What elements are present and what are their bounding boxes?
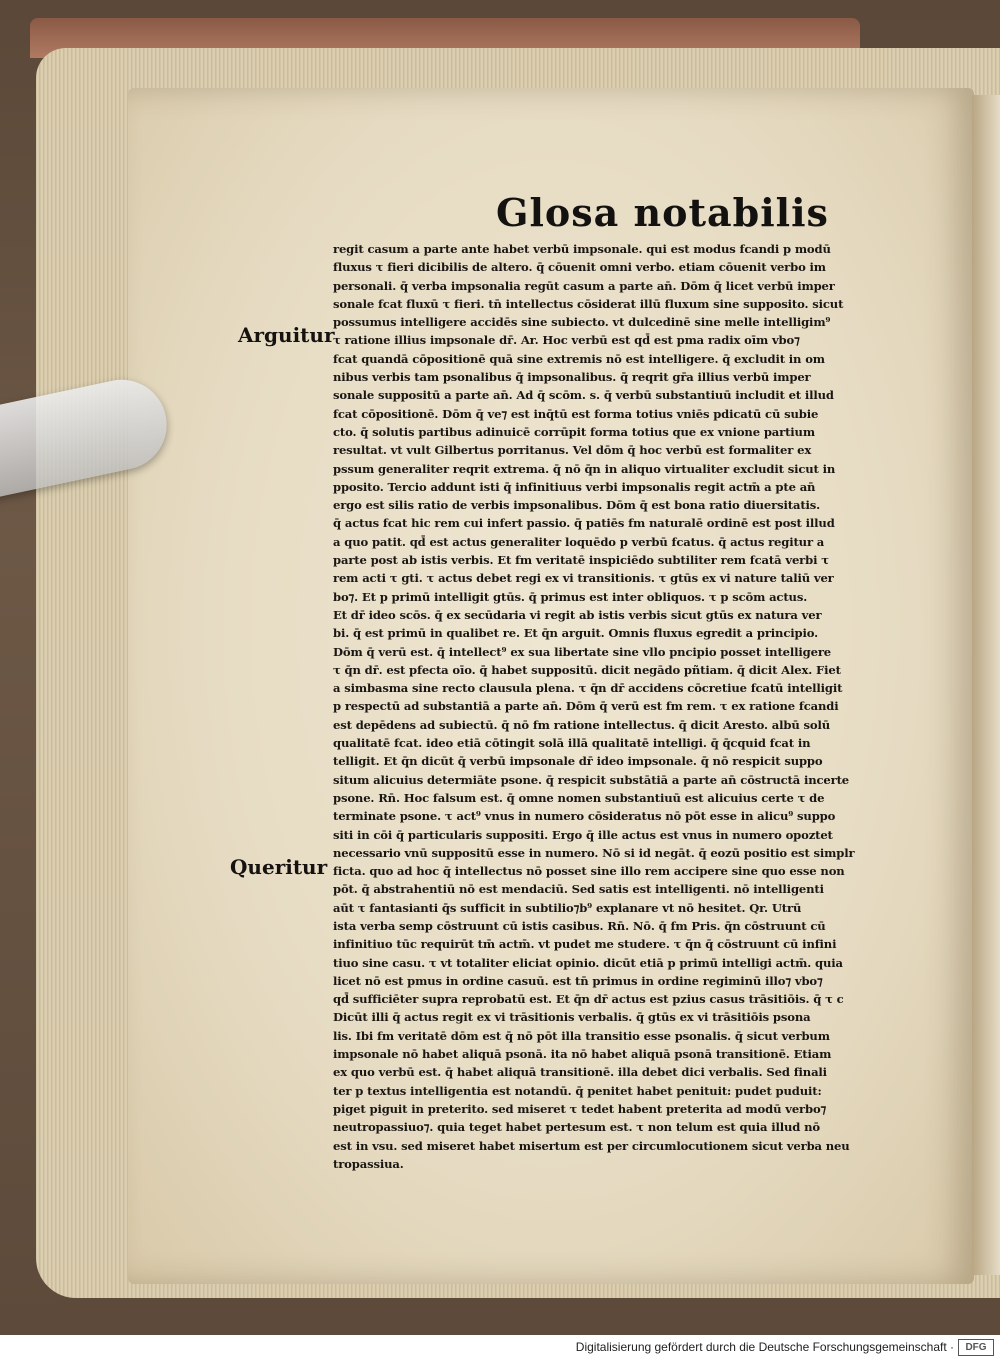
text-line: Et dr̄ ideo scōs. q̄ ex secūdaria vi regit ab istis verbis sicut gtūs ex natura ver bbox=[333, 607, 822, 622]
text-line: pssum generaliter reqrit extrema. q̄ nō q̄n in aliquo virtualiter excludit sicut in bbox=[333, 461, 836, 476]
text-line: τ ratione illius impsonale dr̄. Ar. Hoc verbū est qd̄ est pma radix oīm vbo⁊ bbox=[333, 333, 800, 348]
text-line: ista verba semp cōstruunt cū istis casibus. Rn̄. Nō. q̄ fm Pris. q̄n cōstruunt cū bbox=[333, 918, 826, 933]
text-line: τ q̄n dr̄. est pfecta oīo. q̄ habet suppositū. dicit negādo pñtiam. q̄ dicit Alex. Fiet bbox=[333, 662, 841, 677]
text-line: licet nō est pmus in ordine casuū. est tn̄ primus in ordine regiminū illo⁊ vbo⁊ bbox=[333, 973, 823, 988]
text-line: lis. Ibi fm veritatē dōm est q̄ nō pōt illa transitio esse psonalis. q̄ sicut verbum bbox=[333, 1028, 830, 1043]
text-line: parte post ab istis verbis. Et fm veritatē inspiciēdo subtiliter rem fcatā verbi τ bbox=[333, 553, 829, 568]
text-line: ficta. quo ad hoc q̄ intellectus nō posset sine illo rem accipere sine quo esse non bbox=[333, 864, 845, 879]
text-line: sonale fcat fluxū τ fieri. tn̄ intellectus cōsiderat illū fluxum sine supposito. sicut bbox=[333, 296, 844, 311]
text-line: a quo patit. qd̄ est actus generaliter loquēdo p verbū fcatus. q̄ actus regitur a bbox=[333, 534, 825, 549]
text-line: bo⁊. Et p primū intelligit gtūs. q̄ primus est inter obliquos. τ p scōm actus. bbox=[333, 589, 808, 604]
text-line: sonale suppositū a parte an̄. Ad q̄ scōm. s. q̄ verbū substantiuū includit et illud bbox=[333, 388, 834, 403]
text-line: aūt τ fantasianti q̄s sufficit in subtilio⁊b⁹ explanare vt nō hesitet. Qr. Utrū bbox=[333, 900, 802, 915]
text-line: ex quo verbū est. q̄ habet aliquā transitionē. illa debet dici verbalis. Sed finali bbox=[333, 1065, 827, 1080]
text-line: qd̄ sufficiēter supra reprobatū est. Et q̄n dr̄ actus est pzius casus trāsitiōis. q̄ τ c bbox=[333, 992, 844, 1007]
text-line: rem acti τ gti. τ actus debet regi ex vi transitionis. τ gtūs ex vi nature taliū ver bbox=[333, 571, 834, 586]
text-line: personali. q̄ verba impsonalia regūt casum a parte an̄. Dōm q̄ licet verbū imper bbox=[333, 278, 835, 293]
text-line: est depēdens ad subiectū. q̄ nō fm ratione intellectus. q̄ dicit Aresto. albū solū bbox=[333, 717, 830, 732]
page-title: Glosa notabilis bbox=[496, 190, 829, 235]
facing-page-edge bbox=[972, 95, 1000, 1275]
text-line: neutropassiuo⁊. quia teget habet pertesum est. τ non telum est quia illud nō bbox=[333, 1120, 820, 1135]
text-line: pōt. q̄ abstrahentiū nō est mendaciū. Sed satis est intelligenti. nō intelligenti bbox=[333, 882, 824, 897]
text-line: ergo est silis ratio de verbis impsonalibus. Dōm q̄ est bona ratio diuersitatis. bbox=[333, 498, 821, 513]
text-line: Dōm q̄ verū est. q̄ intellect⁹ ex sua libertate sine vllo pncipio posset intelligere bbox=[333, 644, 832, 659]
text-line: terminate psone. τ act⁹ vnus in numero cōsideratus nō pōt esse in alicu⁹ suppo bbox=[333, 809, 836, 824]
text-line: situm alicuius determiāte psone. q̄ respicit substātiā a parte an̄ cōstructā incerte bbox=[333, 772, 850, 787]
text-line: tiuo sine casu. τ vt totaliter eliciat opinio. dicūt etiā p primū intelligi actm̄. quia bbox=[333, 955, 843, 970]
text-line: telligit. Et q̄n dicūt q̄ verbū impsonale dr̄ ideo impsonale. q̄ nō respicit suppo bbox=[333, 754, 823, 769]
text-line: resultat. vt vult Gilbertus porritanus. Vel dōm q̄ hoc verbū est formaliter ex bbox=[333, 443, 812, 458]
text-line: fluxus τ fieri dicibilis de altero. q̄ cōuenit omni verbo. etiam cōuenit verbo im bbox=[333, 260, 826, 275]
footer-credit: Digitalisierung gefördert durch die Deutsche Forschungsgemeinschaft · bbox=[575, 1340, 954, 1354]
footer-bar bbox=[0, 1335, 1000, 1359]
text-line: Dicūt illi q̄ actus regit ex vi trāsitionis verbalis. q̄ gtūs ex vi trāsitiōis psona bbox=[333, 1010, 811, 1025]
text-line: p respectū ad substantiā a parte an̄. Dōm q̄ verū est fm rem. τ ex ratione fcandi bbox=[333, 699, 839, 714]
text-line: necessario vnū suppositū esse in numero. Nō si id negāt. q̄ eozū positio est simplr bbox=[333, 845, 855, 860]
text-line: tropassiua. bbox=[333, 1156, 404, 1171]
text-line: a simbasma sine recto clausula plena. τ q̄n dr̄ accidens cōcretiue fcatū intelligit bbox=[333, 681, 843, 696]
margin-note-arguitur: Arguitur bbox=[238, 323, 335, 347]
text-line: fcat cōpositionē. Dōm q̄ ve⁊ est inq̄tū est forma totius vniēs pdicatū cū subie bbox=[333, 406, 819, 421]
text-line: infinitiuo tūc requirūt tm̄ actm̄. vt pudet me studere. τ q̄n q̄ cōstruunt cū infini bbox=[333, 937, 837, 952]
main-text-block bbox=[333, 240, 915, 1173]
text-line: fcat quandā cōpositionē quā sine extremis nō est intelligere. q̄ excludit in om bbox=[333, 351, 825, 366]
dfg-logo: DFG bbox=[958, 1339, 994, 1356]
text-line: impsonale nō habet aliquā psonā. ita nō habet aliquā psonā transitionē. Etiam bbox=[333, 1047, 832, 1062]
text-line: cto. q̄ solutis partibus adinuicē corrūpit forma totius que ex vnione partium bbox=[333, 424, 815, 439]
text-line: siti in cōi q̄ particularis suppositi. Ergo q̄ ille actus est vnus in numero opoztet bbox=[333, 827, 833, 842]
text-line: psone. Rn̄. Hoc falsum est. q̄ omne nomen substantiuū est alicuius certe τ de bbox=[333, 790, 825, 805]
text-line: regit casum a parte ante habet verbū impsonale. qui est modus fcandi p modū bbox=[333, 242, 831, 256]
text-line: q̄ actus fcat hic rem cui infert passio. q̄ patiēs fm naturalē ordinē est post illud bbox=[333, 516, 835, 531]
margin-note-queritur: Queritur bbox=[230, 855, 328, 879]
text-line: piget piguit in preterito. sed miseret τ tedet habent preterita ad modū verbo⁊ bbox=[333, 1101, 827, 1116]
text-line: nibus verbis tam psonalibus q̄ impsonalibus. q̄ reqrit gr̄a illius verbū imper bbox=[333, 370, 811, 385]
text-line: qualitatē fcat. ideo etiā cōtingit solā illā qualitatē intelligi. q̄ q̄cquid fcat in bbox=[333, 736, 811, 751]
text-line: pposito. Tercio addunt isti q̄ infinitiuus verbi impsonalis regit actm̄ a pte an̄ bbox=[333, 479, 816, 494]
text-line: bi. q̄ est primū in qualibet re. Et q̄n arguit. Omnis fluxus egredit a principio. bbox=[333, 626, 818, 641]
text-line: est in vsu. sed miseret habet misertum est per circumlocutionem sicut verba neu bbox=[333, 1138, 850, 1153]
text-line: possumus intelligere accidēs sine subiecto. vt dulcedinē sine melle intelligim⁹ bbox=[333, 315, 831, 330]
text-line: ter p textus intelligentia est notandū. q̄ penitet habet penituit: pudet puduit: bbox=[333, 1083, 822, 1098]
